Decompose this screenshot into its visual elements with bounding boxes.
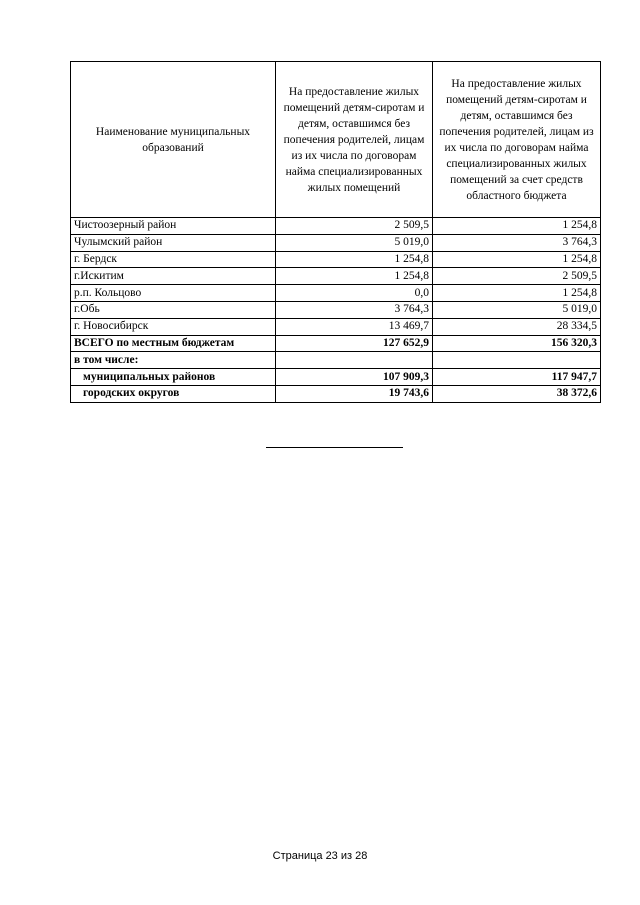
table-row [71, 268, 601, 285]
municipal-value-2: 117 947,7 [433, 369, 601, 386]
row-value-1: 13 469,7 [276, 318, 433, 335]
row-name: Чулымский район [71, 234, 276, 251]
row-value-2: 2 509,5 [433, 268, 601, 285]
including-row [71, 352, 601, 369]
including-empty-1 [276, 352, 433, 369]
row-name: г.Искитим [71, 268, 276, 285]
row-value-1: 0,0 [276, 285, 433, 302]
municipal-districts-row [71, 369, 601, 386]
total-value-1: 127 652,9 [276, 335, 433, 352]
total-row [71, 335, 601, 352]
row-name: г. Новосибирск [71, 318, 276, 335]
including-empty-2 [433, 352, 601, 369]
separator-line [266, 447, 403, 448]
row-value-2: 3 764,3 [433, 234, 601, 251]
municipal-name: муниципальных районов [71, 369, 276, 386]
table-row [71, 301, 601, 318]
row-value-1: 1 254,8 [276, 251, 433, 268]
page-number: Страница 23 из 28 [272, 850, 368, 862]
header-col2: На предоставление жилых помещений детям-сиротам и детям, оставшимся без попечения родителей, лицам из их числа по договорам найма специализированных жилых помещений за счет средств областного бюджета [433, 62, 601, 218]
total-value-2: 156 320,3 [433, 335, 601, 352]
table-row [71, 234, 601, 251]
row-name: р.п. Кольцово [71, 285, 276, 302]
table-header-row [71, 62, 601, 218]
header-name: Наименование муниципальных образований [71, 62, 276, 218]
row-name: Чистоозерный район [71, 218, 276, 235]
row-value-2: 1 254,8 [433, 251, 601, 268]
table-row [71, 318, 601, 335]
header-col1: На предоставление жилых помещений детям-сиротам и детям, оставшимся без попечения родителей, лицам из их числа по договорам найма специализированных жилых помещений [276, 62, 433, 218]
table-row [71, 218, 601, 235]
including-label: в том числе: [71, 352, 276, 369]
total-name: ВСЕГО по местным бюджетам [71, 335, 276, 352]
row-value-1: 3 764,3 [276, 301, 433, 318]
table-row [71, 285, 601, 302]
row-name: г. Бердск [71, 251, 276, 268]
urban-value-2: 38 372,6 [433, 385, 601, 402]
row-value-2: 5 019,0 [433, 301, 601, 318]
row-value-1: 5 019,0 [276, 234, 433, 251]
urban-districts-row [71, 385, 601, 402]
table-row [71, 251, 601, 268]
row-value-1: 2 509,5 [276, 218, 433, 235]
municipal-value-1: 107 909,3 [276, 369, 433, 386]
urban-name: городских округов [71, 385, 276, 402]
row-value-2: 1 254,8 [433, 285, 601, 302]
row-value-2: 1 254,8 [433, 218, 601, 235]
budget-table [70, 61, 601, 403]
row-value-1: 1 254,8 [276, 268, 433, 285]
urban-value-1: 19 743,6 [276, 385, 433, 402]
row-name: г.Обь [71, 301, 276, 318]
row-value-2: 28 334,5 [433, 318, 601, 335]
